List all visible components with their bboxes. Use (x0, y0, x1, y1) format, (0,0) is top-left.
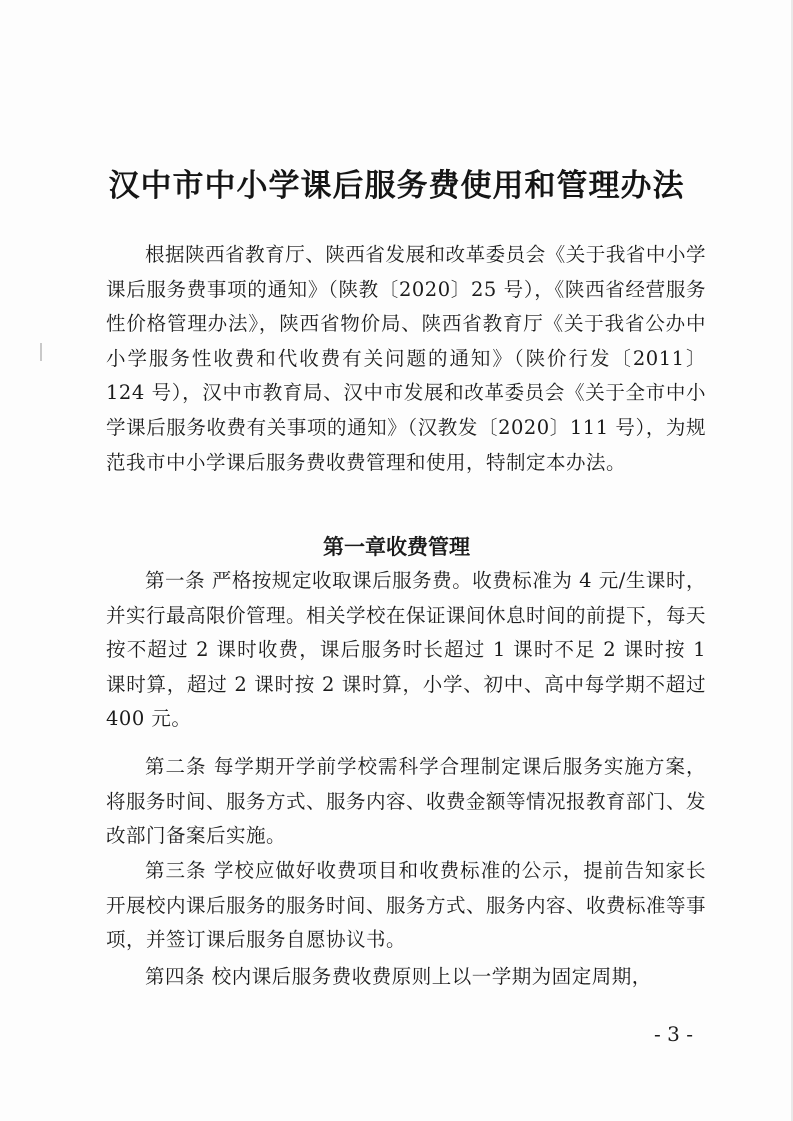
chapter-heading: 第一章收费管理 (323, 534, 470, 559)
scan-speck (40, 343, 42, 361)
document-title: 汉中市中小学课后服务费使用和管理办法 (108, 168, 685, 204)
article-2: 第二条 每学期开学前学校需科学合理制定课后服务实施方案，将服务时间、服务方式、服务内容、收费金额等情况报教育部门、发改部门备案后实施。 (106, 755, 707, 848)
article-4: 第四条 校内课后服务费收费原则上以一学期为固定周期， (145, 965, 652, 988)
article-2-block (106, 750, 706, 854)
article-3-block (106, 854, 706, 958)
article-3: 第三条 学校应做好收费项目和收费标准的公示，提前告知家长开展校内课后服务的服务时间、服务方式、服务内容、收费标准等事项，并签订课后服务自愿协议书。 (106, 859, 707, 952)
page-number: - 3 - (654, 1022, 693, 1046)
article-1: 第一条 严格按规定收取课后服务费。收费标准为 4 元/生课时，并实行最高限价管理。相关学校在保证课间休息时间的前提下，每天按不超过 2 课时收费，课后服务时长超过 1 课时不足 2 课时按 1 课时算，超过 2 课时按 2 课时算，小学、初中、高中每学期不超过 400 元。 (106, 569, 707, 731)
intro-block (106, 238, 706, 480)
intro-paragraph: 根据陕西省教育厅、陕西省发展和改革委员会《关于我省中小学课后服务费事项的通知》（陕教〔2020〕25 号），《陕西省经营服务性价格管理办法》，陕西省物价局、陕西省教育厅《关于我省公办中小学服务性收费和代收费有关问题的通知》（陕价行发〔2011〕124 号），汉中市教育局、汉中市发展和改革委员会《关于全市中小学课后服务收费有关事项的通知》（汉教发〔2020〕111 号），为规范我市中小学课后服务费收费管理和使用，特制定本办法。 (106, 243, 706, 474)
article-1-block (106, 564, 706, 737)
article-4-block (106, 960, 706, 995)
